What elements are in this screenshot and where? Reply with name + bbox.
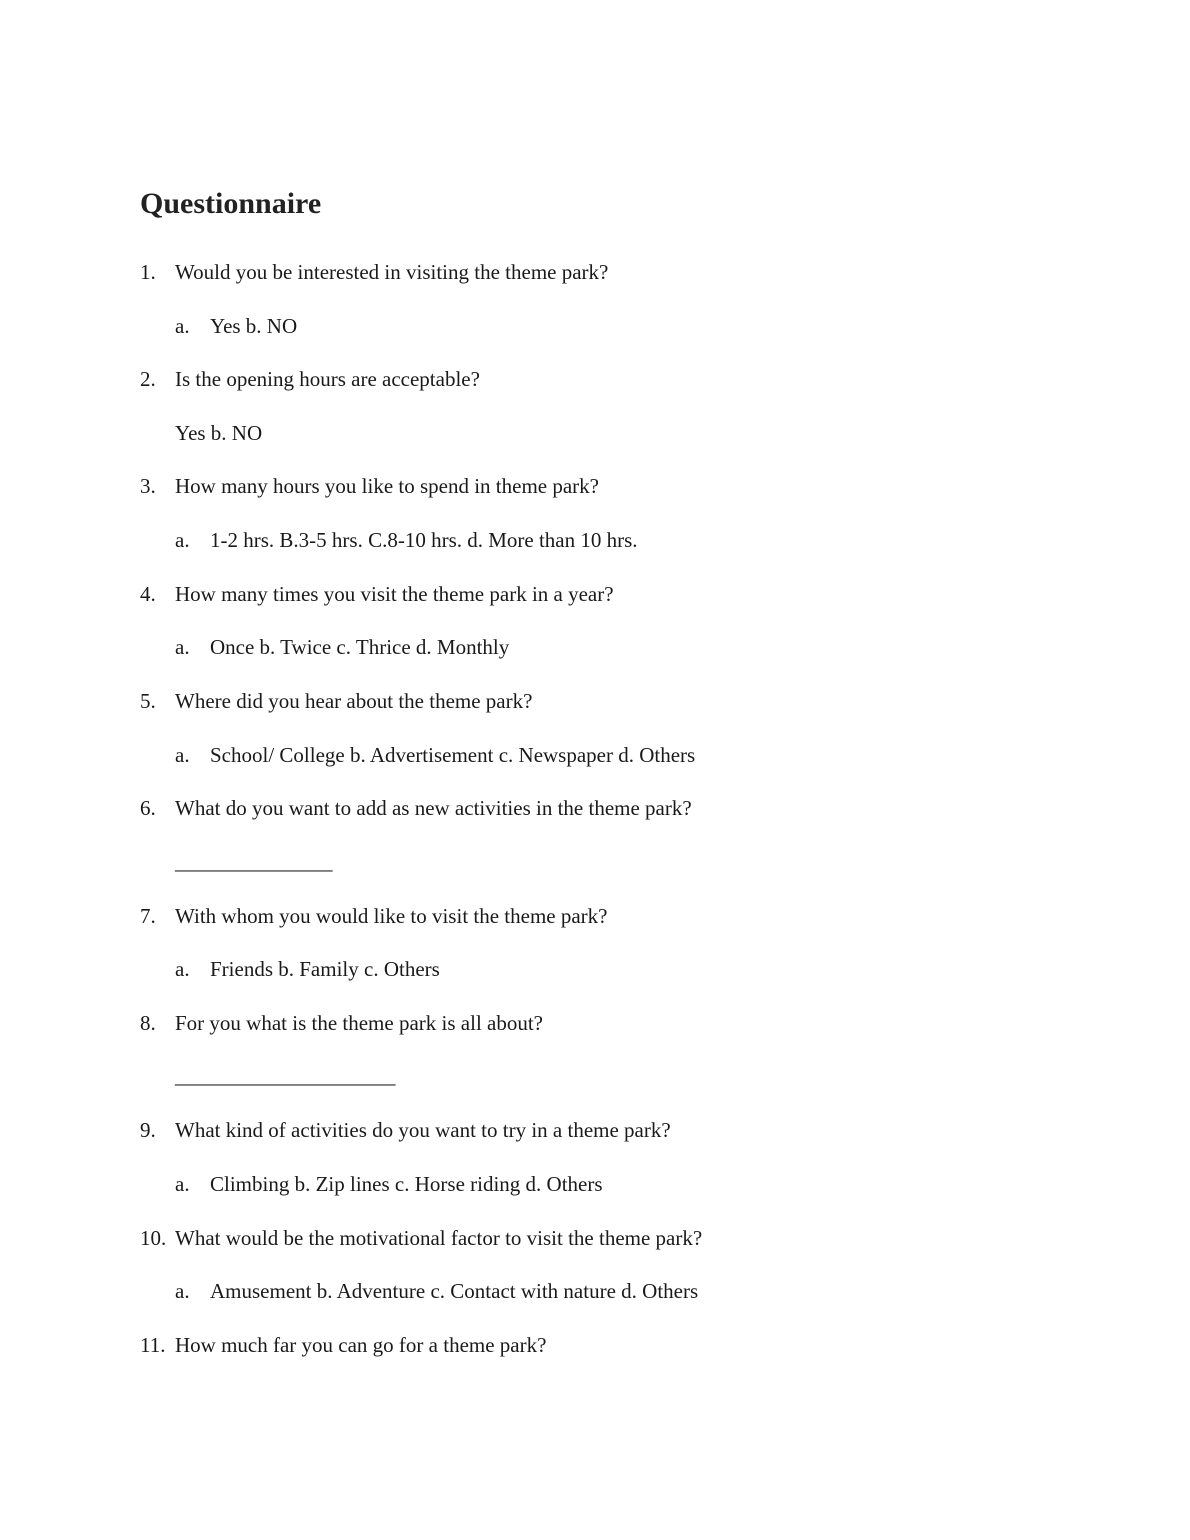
page-title: Questionnaire [140,187,322,220]
option-marker: a. [175,743,190,767]
option-text: Amusement b. Adventure c. Contact with nature d. Others [210,1279,699,1303]
answer-blank[interactable]: _______________ [175,850,333,874]
question-text: What do you want to add as new activities in the theme park? [175,796,692,820]
option-text: 1-2 hrs. B.3-5 hrs. C.8-10 hrs. d. More than 10 hrs. [210,528,638,552]
question-number: 4. [140,582,156,606]
option-text: Yes b. NO [175,421,263,445]
option-marker: a. [175,957,190,981]
option-marker: a. [175,635,190,659]
question-text: Is the opening hours are acceptable? [175,367,480,391]
option-text: Climbing b. Zip lines c. Horse riding d. Others [210,1172,603,1196]
question-text: How much far you can go for a theme park? [175,1333,547,1357]
question-number: 3. [140,474,156,498]
question-text: What would be the motivational factor to visit the theme park? [175,1226,703,1250]
question-number: 7. [140,904,156,928]
question-text: For you what is the theme park is all about? [175,1011,544,1035]
option-marker: a. [175,1172,190,1196]
question-number: 1. [140,260,156,284]
option-text: Once b. Twice c. Thrice d. Monthly [210,635,510,659]
option-text: Friends b. Family c. Others [210,957,440,981]
option-text: Yes b. NO [210,314,298,338]
question-number: 2. [140,367,156,391]
question-text: With whom you would like to visit the theme park? [175,904,608,928]
question-number: 9. [140,1118,156,1142]
option-marker: a. [175,1279,190,1303]
question-text: Would you be interested in visiting the theme park? [175,260,609,284]
question-number: 11. [140,1333,166,1357]
question-text: How many times you visit the theme park in a year? [175,582,614,606]
question-number: 6. [140,796,156,820]
question-text: Where did you hear about the theme park? [175,689,533,713]
question-text: How many hours you like to spend in theme park? [175,474,599,498]
option-marker: a. [175,314,190,338]
option-text: School/ College b. Advertisement c. Newspaper d. Others [210,743,696,767]
answer-blank[interactable]: _____________________ [175,1064,396,1088]
question-number: 10. [140,1226,167,1250]
option-marker: a. [175,528,190,552]
question-number: 8. [140,1011,156,1035]
question-number: 5. [140,689,156,713]
question-text: What kind of activities do you want to try in a theme park? [175,1118,671,1142]
